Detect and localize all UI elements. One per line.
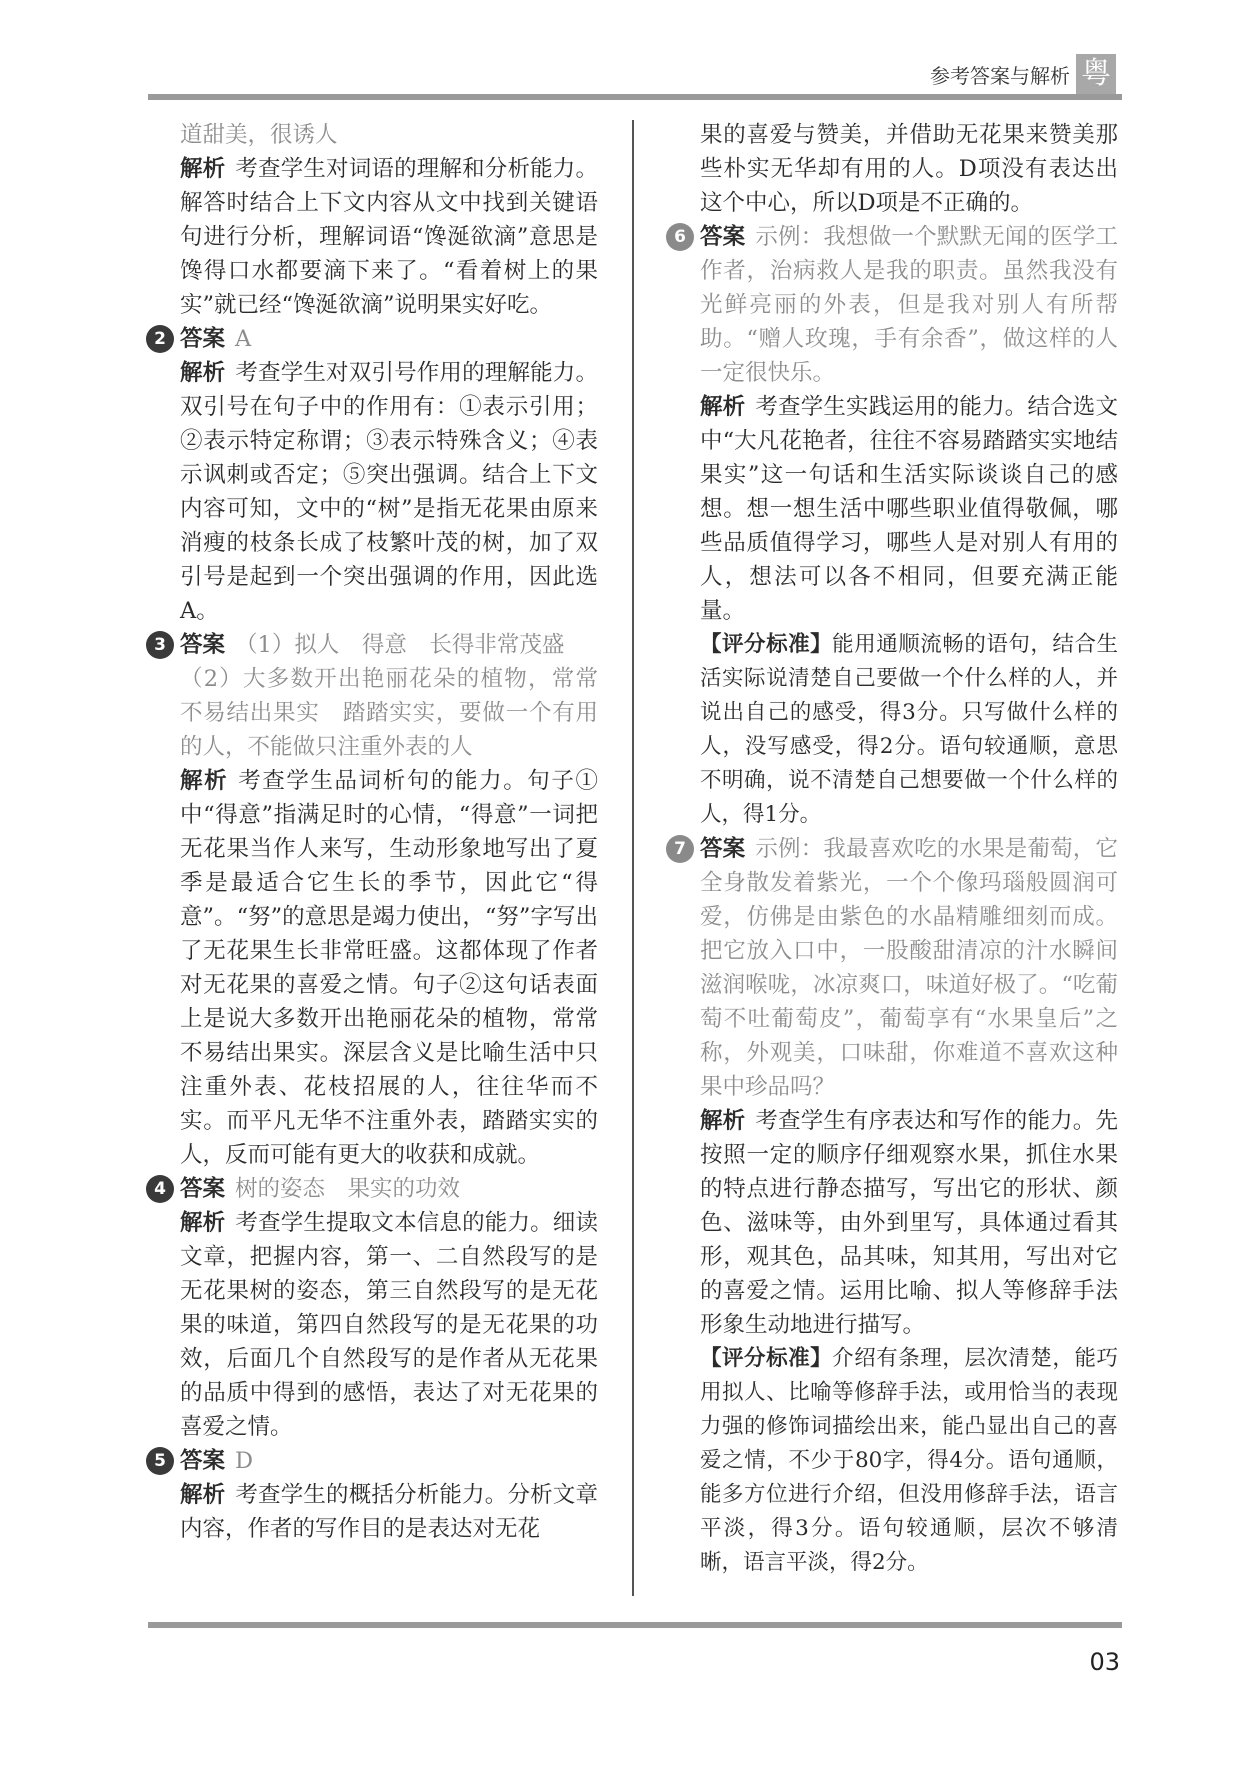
page-number: 03 [1089, 1648, 1120, 1676]
question-number-badge: 5 [146, 1447, 174, 1475]
q2-answer: 2 答案 A [180, 322, 598, 356]
column-divider [632, 120, 634, 1596]
top-rule [148, 94, 1122, 100]
intro-analysis: 解析 考查学生对词语的理解和分析能力。解答时结合上下文内容从文中找到关键语句进行分析，理解词语“馋涎欲滴”意思是馋得口水都要滴下来了。“看着树上的果实”就已经“馋涎欲滴”说明果实好吃。 [180, 156, 598, 318]
q5-answer: 5 答案 D [180, 1444, 598, 1478]
right-column [674, 118, 1118, 1580]
q4-analysis: 解析 考查学生提取文本信息的能力。细读文章，把握内容，第一、二自然段写的是无花果树的姿态，第三自然段写的是无花果的味道，第四自然段写的是无花果的功效，后面几个自然段写的是作者从无花果的品质中得到的感悟，表达了对无花果的喜爱之情。 [180, 1210, 598, 1440]
q7-rubric: 【评分标准】介绍有条理，层次清楚，能巧用拟人、比喻等修辞手法，或用恰当的表现力强的修饰词描绘出来，能凸显出自己的喜爱之情，不少于80字，得4分。语句通顺，能多方位进行介绍，但没用修辞手法，语言平淡，得3分。语句较通顺，层次不够清晰，语言平淡，得2分。 [700, 1346, 1118, 1575]
question-number-badge: 4 [146, 1175, 174, 1203]
question-number-badge: 3 [146, 631, 174, 659]
q2-analysis: 解析 考查学生对双引号作用的理解能力。双引号在句子中的作用有：①表示引用；②表示特定称谓；③表示特殊含义；④表示讽刺或否定；⑤突出强调。结合上下文内容可知，文中的“树”是指无花果由原来消瘦的枝条长成了枝繁叶茂的树，加了双引号是起到一个突出强调的作用，因此选A。 [180, 360, 598, 624]
q5-analysis: 解析 考查学生的概括分析能力。分析文章内容，作者的写作目的是表达对无花 [180, 1482, 598, 1542]
q6-analysis: 解析 考查学生实践运用的能力。结合选文中“大凡花艳者，往往不容易踏踏实实地结果实”这一句话和生活实际谈谈自己的感想。想一想生活中哪些职业值得敬佩，哪些品质值得学习，哪些人是对别人有用的人，想法可以各不相同，但要充满正能量。 [700, 394, 1118, 624]
q4-answer: 4 答案 树的姿态 果实的功效 [180, 1172, 598, 1206]
q3-answer-2: （2）大多数开出艳丽花朵的植物，常常不易结出果实 踏踏实实，要做一个有用的人，不能做只注重外表的人 [180, 666, 598, 760]
q7-answer: 7 答案 示例：我最喜欢吃的水果是葡萄，它全身散发着紫光，一个个像玛瑙般圆润可爱，仿佛是由紫色的水晶精雕细刻而成。把它放入口中，一股酸甜清凉的汁水瞬间滋润喉咙，冰凉爽口，味道好极了。“吃葡萄不吐葡萄皮”，葡萄享有“水果皇后”之称，外观美，口味甜，你难道不喜欢这种果中珍品吗？ [700, 832, 1118, 1104]
q5-analysis-continued: 果的喜爱与赞美，并借助无花果来赞美那些朴实无华却有用的人。D项没有表达出这个中心，所以D项是不正确的。 [700, 122, 1118, 216]
left-column [154, 118, 598, 1546]
bottom-rule [148, 1622, 1122, 1628]
question-number-badge: 6 [666, 223, 694, 251]
q6-answer: 6 答案 示例：我想做一个默默无闻的医学工作者，治病救人是我的职责。虽然我没有光鲜亮丽的外表，但是我对别人有所帮助。“赠人玫瑰，手有余香”，做这样的人一定很快乐。 [700, 220, 1118, 390]
intro-answer: 道甜美，很诱人 [180, 122, 338, 148]
question-number-badge: 2 [146, 325, 174, 353]
question-number-badge: 7 [666, 835, 694, 863]
q3-answer: 3 答案 （1）拟人 得意 长得非常茂盛 [180, 628, 598, 662]
q3-analysis: 解析 考查学生品词析句的能力。句子①中“得意”指满足时的心情，“得意”一词把无花果当作人来写，生动形象地写出了夏季是最适合它生长的季节，因此它“得意”。“努”的意思是竭力使出，“努”字写出了无花果生长非常旺盛。这都体现了作者对无花果的喜爱之情。句子②这句话表面上是说大多数开出艳丽花朵的植物，常常不易结出果实。深层含义是比喻生活中只注重外表、花枝招展的人，往往华而不实。而平凡无华不注重外表，踏踏实实的人，反而可能有更大的收获和成就。 [180, 768, 598, 1168]
q7-analysis: 解析 考查学生有序表达和写作的能力。先按照一定的顺序仔细观察水果，抓住水果的特点进行静态描写，写出它的形状、颜色、滋味等，由外到里写，具体通过看其形，观其色，品其味，知其用，写出对它的喜爱之情。运用比喻、拟人等修辞手法形象生动地进行描写。 [700, 1108, 1118, 1338]
region-mark: 粤 [1076, 54, 1116, 94]
header-title: 参考答案与解析 [930, 64, 1070, 88]
q6-rubric: 【评分标准】能用通顺流畅的语句，结合生活实际说清楚自己要做一个什么样的人，并说出自己的感受，得3分。只写做什么样的人，没写感受，得2分。语句较通顺，意思不明确，说不清楚自己想要做一个什么样的人，得1分。 [700, 632, 1118, 827]
